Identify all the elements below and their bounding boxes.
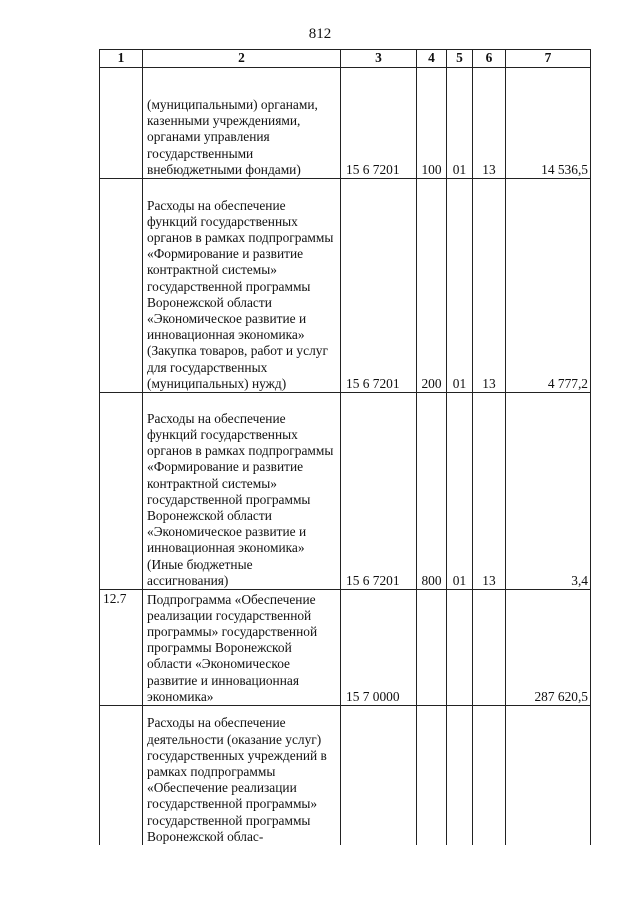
row-amount: 287 620,5: [506, 590, 591, 706]
row-target-code: 15 6 7201: [341, 393, 417, 590]
row-subsection: 13: [473, 393, 506, 590]
row-description: Расходы на обеспечение функций государственных органов в рамках подпрограммы «Формирование и развитие контрактной системы» государственной программы Воронежской области «Экономическое развитие и инновационная экономика» (Иные бюджетные ассигнования): [143, 393, 341, 590]
column-header: 4: [417, 50, 447, 68]
table-row: [100, 179, 591, 393]
row-subsection: [473, 706, 506, 846]
row-description: Подпрограмма «Обеспечение реализации государственной программы» государственной программы Воронежской области «Экономическое развитие и инновационная экономика»: [143, 590, 341, 706]
row-subsection: 13: [473, 179, 506, 393]
row-description: (муниципальными) органами, казенными учреждениями, органами управления государственными внебюджетными фондами): [143, 68, 341, 179]
row-section: 01: [447, 68, 473, 179]
row-expense-type: 100: [417, 68, 447, 179]
row-subsection: [473, 590, 506, 706]
table-row: [100, 393, 591, 590]
column-header: 7: [506, 50, 591, 68]
row-amount: [506, 706, 591, 846]
row-number: [100, 68, 143, 179]
row-expense-type: [417, 706, 447, 846]
row-section: 01: [447, 179, 473, 393]
row-description: Расходы на обеспечение функций государственных органов в рамках подпрограммы «Формирование и развитие контрактной системы» государственной программы Воронежской области «Экономическое развитие и инновационная экономика» (Закупка товаров, работ и услуг для государственных (муниципальных) нужд): [143, 179, 341, 393]
table-row: [100, 68, 591, 179]
row-target-code: 15 7 0000: [341, 590, 417, 706]
row-target-code: [341, 706, 417, 846]
row-number: [100, 393, 143, 590]
row-section: 01: [447, 393, 473, 590]
table-row: [100, 590, 591, 706]
table-row: [100, 706, 591, 846]
column-header: 5: [447, 50, 473, 68]
row-subsection: 13: [473, 68, 506, 179]
row-section: [447, 706, 473, 846]
row-number: 12.7: [100, 590, 143, 706]
column-header: 1: [100, 50, 143, 68]
row-expense-type: [417, 590, 447, 706]
column-header: 3: [341, 50, 417, 68]
row-expense-type: 200: [417, 179, 447, 393]
row-expense-type: 800: [417, 393, 447, 590]
row-amount: 3,4: [506, 393, 591, 590]
row-amount: 4 777,2: [506, 179, 591, 393]
column-header: 6: [473, 50, 506, 68]
row-number: [100, 706, 143, 846]
page-number: 812: [308, 26, 332, 42]
row-number: [100, 179, 143, 393]
column-header: 2: [143, 50, 341, 68]
row-target-code: 15 6 7201: [341, 68, 417, 179]
row-description: Расходы на обеспечение деятельности (оказание услуг) государственных учреждений в рамках подпрограммы «Обеспечение реализации государственной программы» государственной программы Воронежской облас-: [143, 706, 341, 846]
table-header-row: [100, 50, 591, 68]
budget-table: [99, 49, 591, 845]
row-section: [447, 590, 473, 706]
row-target-code: 15 6 7201: [341, 179, 417, 393]
row-amount: 14 536,5: [506, 68, 591, 179]
